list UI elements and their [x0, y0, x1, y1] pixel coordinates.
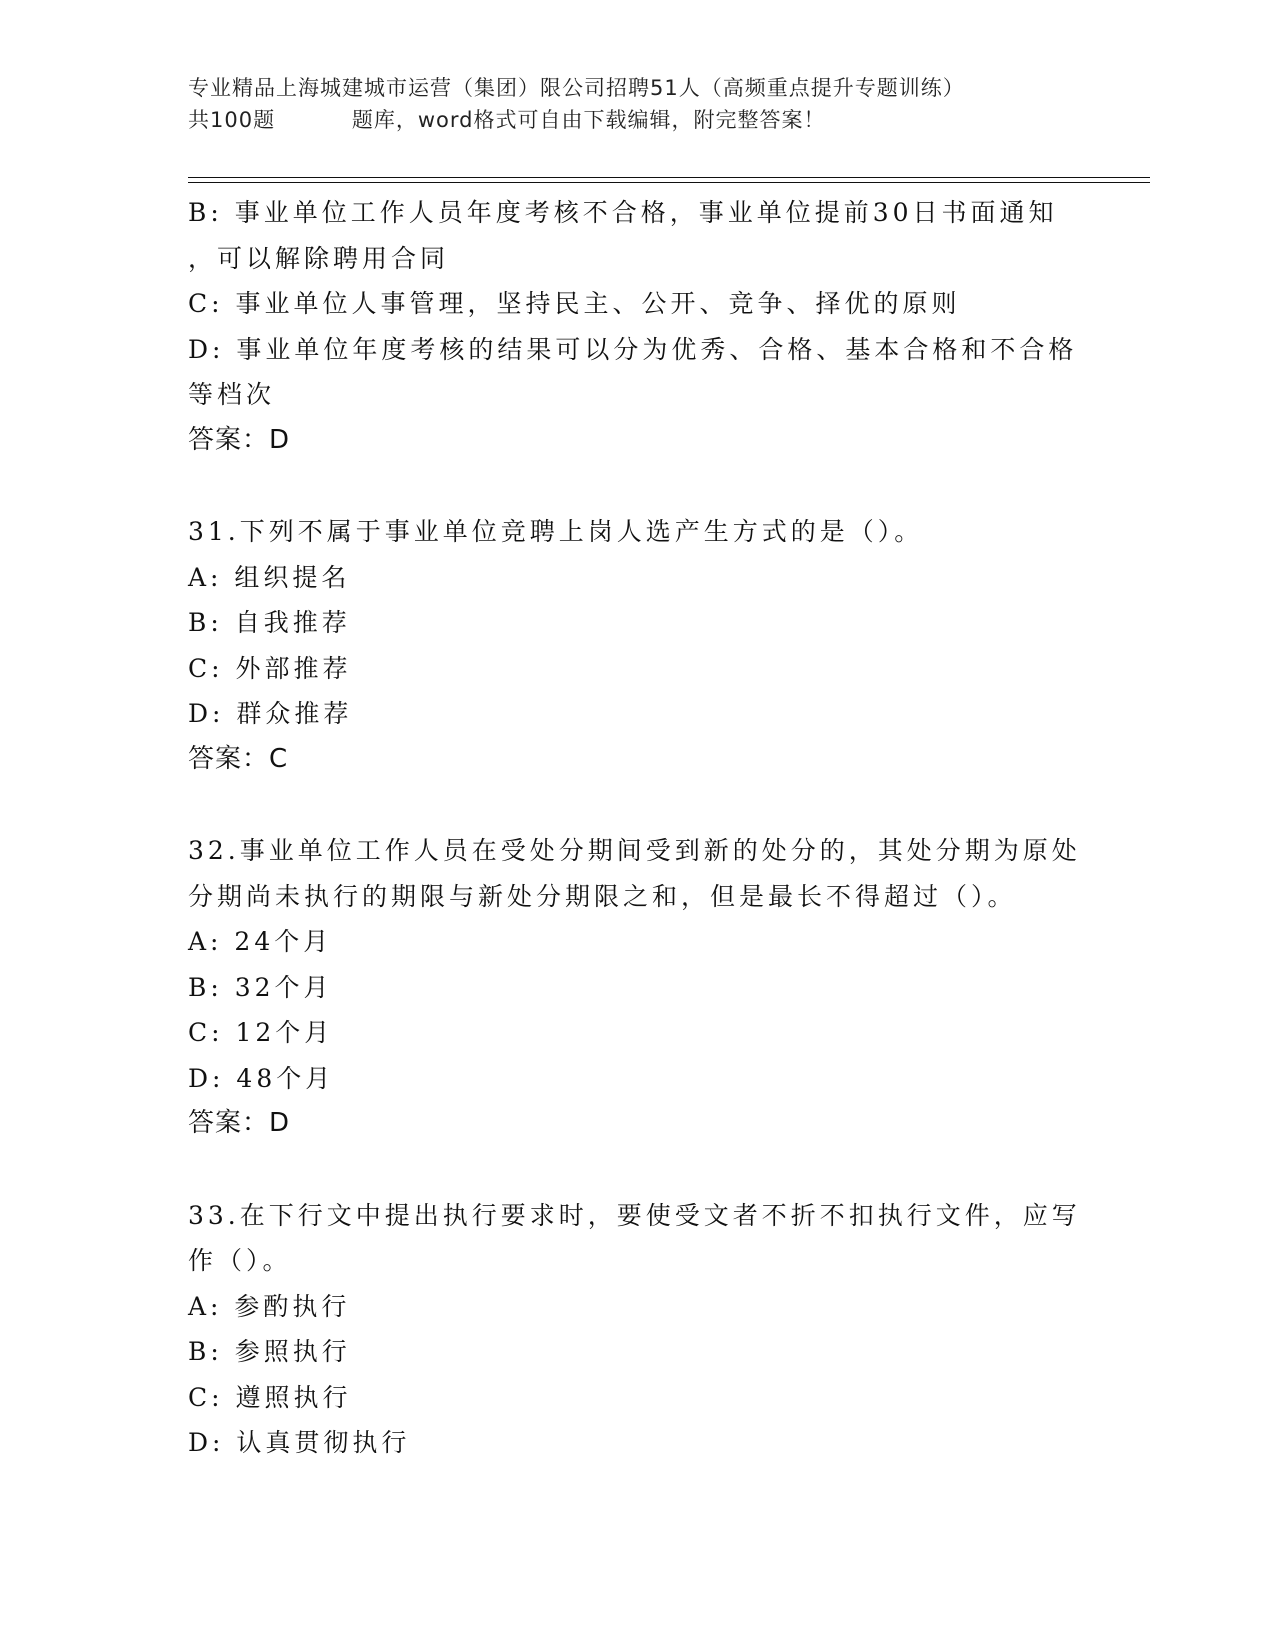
header-divider-top — [188, 177, 1150, 178]
question-list — [188, 190, 1088, 1466]
option-c: C: 外部推荐 — [188, 653, 352, 683]
spacer — [188, 1147, 1088, 1193]
header-title: 专业精品上海城建城市运营（集团）限公司招聘51人（高频重点提升专题训练） — [188, 76, 965, 100]
header-divider-bottom — [188, 182, 1150, 183]
question-33 — [188, 1193, 1088, 1466]
question-stem: 31.下列不属于事业单位竞聘上岗人选产生方式的是（）。 — [188, 517, 924, 546]
option-b: B: 自我推荐 — [188, 608, 351, 637]
answer: 答案：D — [188, 1108, 291, 1138]
option-a: A: 参酌执行 — [188, 1291, 351, 1321]
option-d: D: 事业单位年度考核的结果可以分为优秀、合格、基本合格和不合格 — [188, 334, 1078, 364]
option-d: D: 认真贯彻执行 — [188, 1428, 411, 1457]
option-a: A: 组织提名 — [188, 562, 351, 592]
question-32 — [188, 828, 1088, 1147]
question-31 — [188, 509, 1088, 782]
option-c: C: 遵照执行 — [188, 1382, 352, 1412]
header-subtitle: 共100题 题库，word格式可自由下载编辑，附完整答案！ — [188, 108, 826, 132]
option-d: D: 48个月 — [188, 1063, 335, 1093]
option-b-continued: ，可以解除聘用合同 — [188, 243, 450, 273]
spacer — [188, 463, 1088, 509]
question-stem-continued: 分期尚未执行的期限与新处分期限之和，但是最长不得超过（）。 — [188, 881, 1017, 911]
question-stem: 33.在下行文中提出执行要求时，要使受文者不折不扣执行文件，应写 — [188, 1200, 1081, 1230]
question-stem-continued: 作（）。 — [188, 1246, 292, 1275]
option-b: B: 32个月 — [188, 972, 333, 1002]
option-c: C: 事业单位人事管理，坚持民主、公开、竞争、择优的原则 — [188, 289, 961, 318]
document-header — [188, 72, 1088, 136]
answer: 答案：C — [188, 743, 289, 774]
option-b: B: 事业单位工作人员年度考核不合格，事业单位提前30日书面通知 — [188, 198, 1058, 227]
spacer — [188, 782, 1088, 828]
question-stem: 32.事业单位工作人员在受处分期间受到新的处分的，其处分期为原处 — [188, 836, 1081, 865]
option-a: A: 24个月 — [188, 927, 333, 956]
option-b: B: 参照执行 — [188, 1337, 351, 1366]
question-30-continued — [188, 190, 1088, 463]
option-d: D: 群众推荐 — [188, 699, 353, 728]
option-d-continued: 等档次 — [188, 380, 276, 409]
answer: 答案：D — [188, 424, 291, 455]
option-c: C: 12个月 — [188, 1018, 334, 1047]
